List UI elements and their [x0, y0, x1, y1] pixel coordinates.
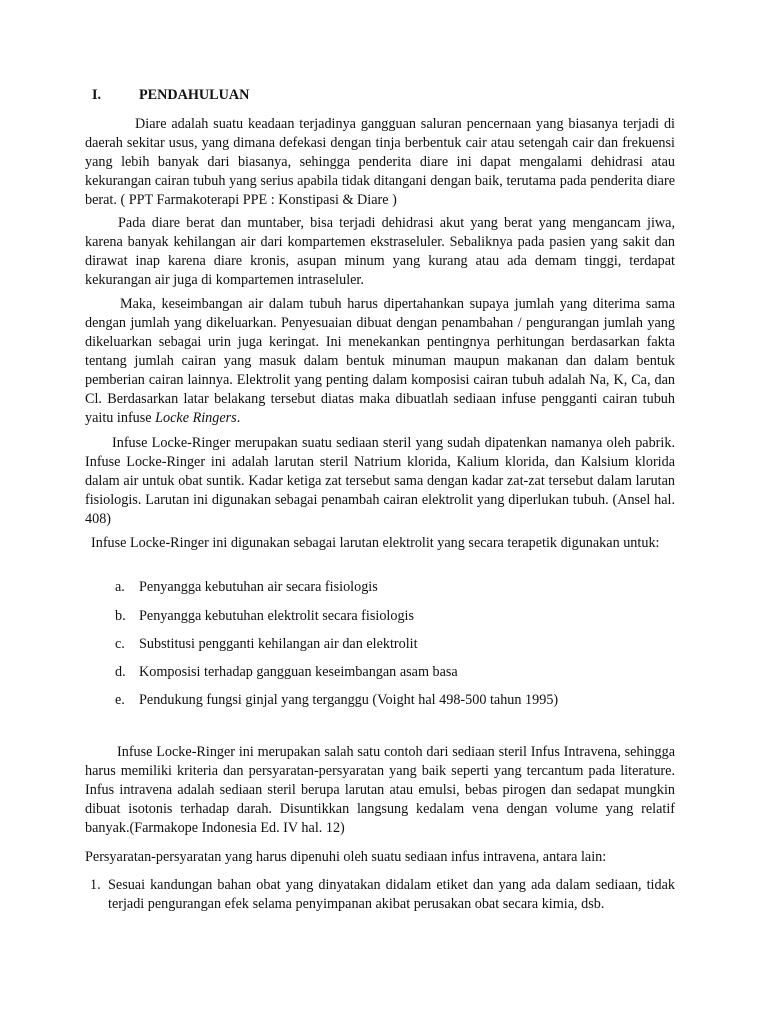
paragraph-locke-ringer-definition: Infuse Locke-Ringer merupakan suatu sediaan steril yang sudah dipatenkan namanya oleh pabrik. Infuse Locke-Ringer ini adalah larutan steril Natrium klorida, Kalium klorida, dan Kalsium klorida dalam air untuk obat suntik. Kadar ketiga zat tersebut sama dengan kadar zat-zat tersebut dalam larutan fisiologis. Larutan ini digunakan sebagai penambah cairan elektrolit yang diperlukan tubuh. (Ansel hal. 408): [85, 435, 675, 527]
list-marker: d.: [115, 664, 126, 680]
paragraph-keseimbangan-air: [85, 295, 675, 428]
list-marker: 1.: [90, 877, 101, 893]
paragraph-keseimbangan-end: .: [236, 410, 241, 426]
list-item: [90, 876, 675, 914]
list-marker: c.: [115, 636, 125, 652]
list-item: [115, 578, 378, 597]
paragraph-persyaratan-intro: Persyaratan-persyaratan yang harus dipenuhi oleh suatu sediaan infus intravena, antara lain:: [85, 849, 607, 865]
requirements-list: [90, 876, 675, 914]
section-number: I.: [92, 87, 102, 103]
paragraph-diare-definition: Diare adalah suatu keadaan terjadinya gangguan saluran pencernaan yang biasanya terjadi di daerah sekitar usus, yang dimana defekasi dengan tinja berbentuk cair atau setengah cair dan frekuensi yang lebih banyak dari biasanya, sehingga penderita diare ini dapat mengalami dehidrasi atau kekurangan cairan tubuh yang serius apabila tidak ditangani dengan baik, terutama pada penderita diare berat. ( PPT Farmakoterapi PPE : Konstipasi & Diare ): [85, 116, 675, 208]
list-item-text: Penyangga kebutuhan elektrolit secara fisiologis: [139, 608, 415, 624]
list-item-text: Komposisi terhadap gangguan keseimbangan asam basa: [139, 664, 458, 680]
paragraph-infus-intravena: Infuse Locke-Ringer ini merupakan salah satu contoh dari sediaan steril Infus Intravena, sehingga harus memiliki kriteria dan persyaratan-persyaratan yang baik seperti yang tercantum pada literature. Infus intravena adalah sediaan steril berupa larutan atau emulsi, bebas pirogen dan sedapat mungkin dibuat isotonis terhadap darah. Disuntikkan langsung kedalam vena dengan volume yang relatif banyak.(Farmakope Indonesia Ed. IV hal. 12): [85, 744, 675, 836]
locke-ringers-italic: Locke Ringers: [155, 410, 237, 426]
list-item: [115, 663, 458, 682]
list-item: [115, 635, 418, 654]
list-marker: e.: [115, 692, 125, 708]
section-title: PENDAHULUAN: [139, 87, 250, 103]
paragraph-dehidrasi: Pada diare berat dan muntaber, bisa terjadi dehidrasi akut yang berat yang mengancam jiwa, karena banyak kehilangan air dari kompartemen ekstraseluler. Sebaliknya pada pasien yang sakit dan dirawat inap karena diare kronis, asupan minum yang kurang atau ada demam tinggi, terdapat kekurangan air juga di kompartemen intraseluler.: [85, 215, 675, 288]
list-item-text: Penyangga kebutuhan air secara fisiologis: [139, 579, 378, 595]
paragraph-locke-ringer-uses-intro: Infuse Locke-Ringer ini digunakan sebagai larutan elektrolit yang secara terapetik digunakan untuk:: [91, 535, 660, 551]
list-marker: a.: [115, 579, 125, 595]
section-heading: [92, 86, 249, 105]
list-item-text: Substitusi pengganti kehilangan air dan elektrolit: [139, 636, 418, 652]
list-item-text: Pendukung fungsi ginjal yang terganggu (Voight hal 498-500 tahun 1995): [139, 692, 559, 708]
list-item: [115, 607, 414, 626]
list-item-text: Sesuai kandungan bahan obat yang dinyatakan didalam etiket dan yang ada dalam sediaan, tidak terjadi pengurangan efek selama penyimpanan akibat perusakan obat secara kimia, dsb.: [108, 877, 675, 912]
paragraph-keseimbangan-text: Maka, keseimbangan air dalam tubuh harus dipertahankan supaya jumlah yang diterima sama dengan jumlah yang dikeluarkan. Penyesuaian dibuat dengan penambahan / pengurangan jumlah yang dikeluarkan sebagai urin juga keringat. Ini menekankan pentingnya perhitungan berdasarkan fakta tentang jumlah cairan yang masuk dalam bentuk minuman maupun makanan dan dalam bentuk pemberian cairan lainnya. Elektrolit yang penting dalam komposisi cairan tubuh adalah Na, K, Ca, dan Cl. Berdasarkan latar belakang tersebut diatas maka dibuatlah sediaan infuse pengganti cairan tubuh yaitu infuse: [85, 296, 675, 426]
list-item: [115, 691, 558, 710]
list-marker: b.: [115, 608, 126, 624]
